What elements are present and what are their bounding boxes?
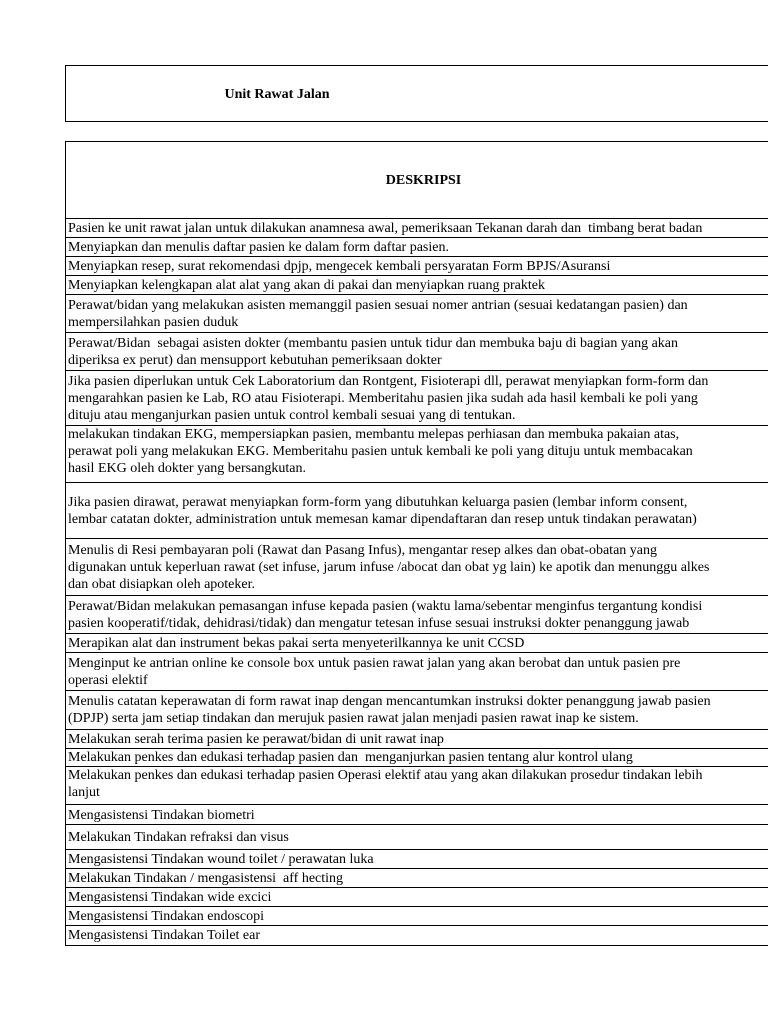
row-text-line: Mengasistensi Tindakan wide excici — [68, 889, 272, 905]
row-text-line: Melakukan penkes dan edukasi terhadap pasien Operasi elektif atau yang akan dilakukan prosedur tindakan lebih — [68, 768, 703, 783]
row-text-line: Menulis di Resi pembayaran poli (Rawat dan Pasang Infus), mengantar resep alkes dan obat-obatan yang — [68, 542, 657, 558]
table-row — [66, 653, 768, 691]
row-text-line: (DPJP) serta jam setiap tindakan dan merujuk pasien rawat jalan menjadi pasien rawat inap ke sistem. — [68, 711, 639, 726]
description-table — [65, 141, 768, 946]
table-header-cell — [66, 142, 768, 219]
row-text-line: Perawat/Bidan sebagai asisten dokter (membantu pasien untuk tidur dan membuka baju di bagian yang akan — [68, 335, 678, 351]
row-text-line: digunakan untuk keperluan rawat (set infuse, jarum infuse /abocat dan obat yg lain) ke apotik dan menunggu alkes — [68, 559, 710, 575]
row-text-line: Perawat/bidan yang melakukan asisten memanggil pasien sesuai nomer antrian (sesuai kedatangan pasien) dan — [68, 297, 688, 313]
row-text-line: Jika pasien dirawat, perawat menyiapkan form-form yang dibutuhkan keluarga pasien (lembar inform consent, — [68, 494, 688, 510]
table-row — [66, 596, 768, 634]
table-row — [66, 238, 768, 257]
table-body — [66, 219, 768, 945]
row-text-line: Menyiapkan kelengkapan alat alat yang akan di pakai dan menyiapkan ruang praktek — [68, 277, 545, 293]
row-text-line: Mengasistensi Tindakan Toilet ear — [68, 928, 261, 943]
table-row — [66, 634, 768, 653]
row-text-line: Melakukan Tindakan / mengasistensi aff hecting — [68, 870, 344, 886]
row-text-line: hasil EKG oleh dokter yang bersangkutan. — [68, 461, 306, 476]
row-text-line: diperiksa ex perut) dan mensupport kebutuhan pemeriksaan dokter — [68, 352, 442, 368]
table-row — [66, 926, 768, 945]
table-row — [66, 850, 768, 869]
table-row — [66, 219, 768, 238]
table-row — [66, 483, 768, 539]
row-text-line: Menginput ke antrian online ke console box untuk pasien rawat jalan yang akan berobat dan untuk pasien pre — [68, 655, 681, 671]
row-text-line: Merapikan alat dan instrument bekas pakai serta menyeterilkannya ke unit CCSD — [68, 635, 525, 651]
table-row — [66, 691, 768, 730]
table-row — [66, 749, 768, 767]
row-text-line: perawat poli yang melakukan EKG. Memberitahu pasien untuk kembali ke poli yang dituju untuk membacakan — [68, 444, 693, 459]
table-row — [66, 869, 768, 888]
row-text-line: Menyiapkan resep, surat rekomendasi dpjp, mengecek kembali persyaratan Form BPJS/Asuransi — [68, 258, 611, 274]
table-row — [66, 276, 768, 295]
row-text-line: operasi elektif — [68, 672, 148, 688]
table-row — [66, 907, 768, 926]
row-text-line: Jika pasien diperlukan untuk Cek Laboratorium dan Rontgent, Fisioterapi dll, perawat menyiapkan form-form dan — [68, 373, 709, 389]
table-row — [66, 539, 768, 596]
row-text-line: dituju atau menganjurkan pasien untuk control kembali sesuai yang di tentukan. — [68, 407, 516, 423]
row-text-line: Mengasistensi Tindakan endoscopi — [68, 908, 264, 924]
row-text-line: lembar catatan dokter, administration untuk memesan kamar dipendaftaran dan resep untuk tindakan perawatan) — [68, 511, 697, 527]
table-row — [66, 295, 768, 333]
row-text-line: Melakukan Tindakan refraksi dan visus — [68, 829, 289, 845]
row-text-line: Pasien ke unit rawat jalan untuk dilakukan anamnesa awal, pemeriksaan Tekanan darah dan timbang berat badan — [68, 220, 703, 236]
table-row — [66, 333, 768, 371]
table-row — [66, 426, 768, 483]
row-text-line: Menyiapkan dan menulis daftar pasien ke dalam form daftar pasien. — [68, 239, 449, 255]
row-text-line: Melakukan penkes dan edukasi terhadap pasien dan menganjurkan pasien tentang alur kontrol ulang — [68, 750, 633, 765]
row-text-line: dan obat disiapkan oleh apoteker. — [68, 576, 255, 592]
table-row — [66, 888, 768, 907]
row-text-line: lanjut — [68, 785, 100, 800]
row-text-line: Melakukan serah terima pasien ke perawat/bidan di unit rawat inap — [68, 731, 444, 747]
row-text-line: melakukan tindakan EKG, mempersiapkan pasien, membantu melepas perhiasan dan membuka pakaian atas, — [68, 427, 680, 442]
title-box — [65, 65, 768, 122]
table-row — [66, 825, 768, 850]
table-header: DESKRIPSI — [385, 173, 462, 188]
row-text-line: Menulis catatan keperawatan di form rawat inap dengan mencantumkan instruksi dokter penanggung jawab pasien — [68, 694, 711, 709]
row-text-line: Mengasistensi Tindakan wound toilet / perawatan luka — [68, 852, 374, 867]
row-text-line: mempersilahkan pasien duduk — [68, 314, 239, 330]
table-row — [66, 805, 768, 825]
table-row — [66, 767, 768, 805]
row-text-line: Mengasistensi Tindakan biometri — [68, 808, 255, 823]
table-row — [66, 371, 768, 426]
page-title: Unit Rawat Jalan — [224, 87, 330, 102]
table-row — [66, 730, 768, 749]
row-text-line: pasien kooperatif/tidak, dehidrasi/tidak) dan mengatur tetesan infuse sesuai instruksi dokter penanggung jawab — [68, 615, 690, 631]
row-text-line: Perawat/Bidan melakukan pemasangan infuse kepada pasien (waktu lama/sebentar menginfus tergantung kondisi — [68, 598, 703, 614]
table-row — [66, 257, 768, 276]
row-text-line: mengarahkan pasien ke Lab, RO atau Fisioterapi. Memberitahu pasien jika sudah ada hasil kembali ke poli yang — [68, 390, 698, 406]
